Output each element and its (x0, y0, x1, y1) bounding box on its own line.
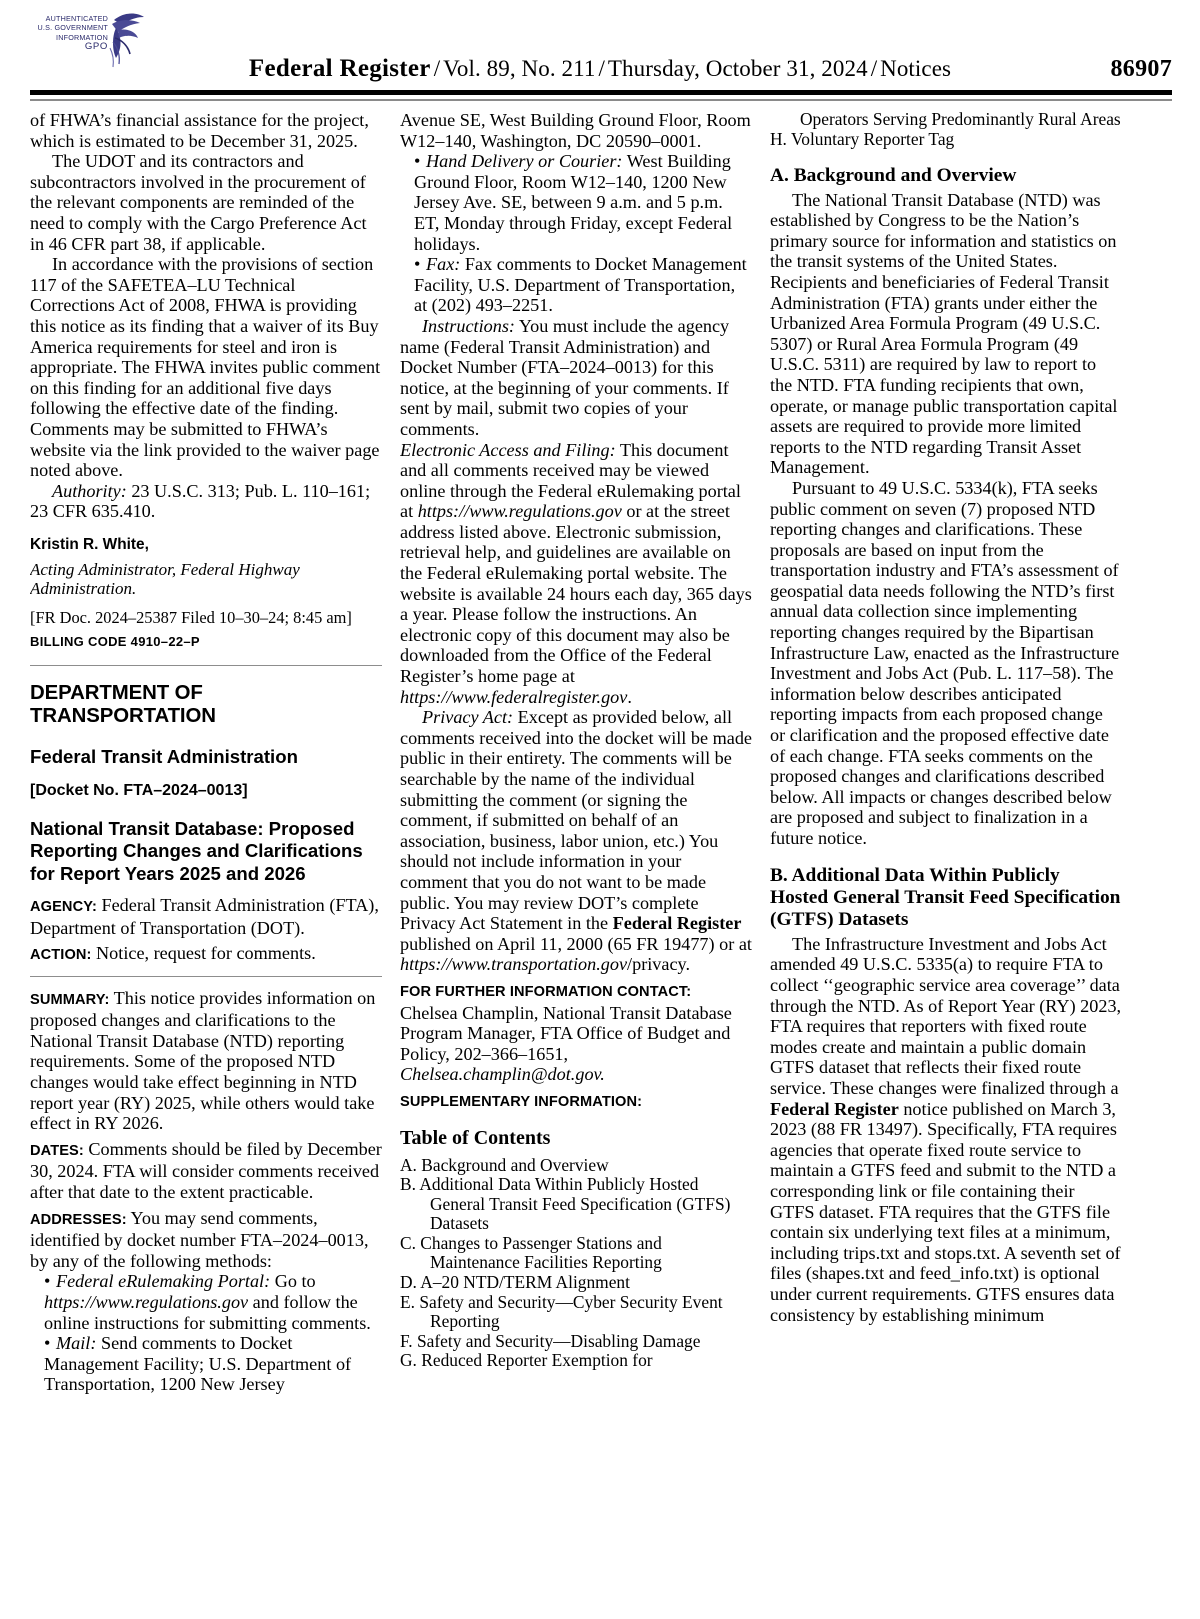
bullet-fax (400, 254, 752, 316)
masthead-rule-thin (30, 99, 1172, 101)
ffic-label: FOR FURTHER INFORMATION CONTACT: (400, 983, 692, 1000)
addresses-field-label: ADDRESSES: (30, 1211, 127, 1228)
table-of-contents-continued (770, 110, 1122, 149)
bullet-erulemaking-portal (30, 1271, 382, 1333)
bullet-fax-label: Fax: (426, 254, 461, 275)
gpo-seal-text (22, 14, 108, 52)
agency-field-label: AGENCY: (30, 898, 97, 915)
paragraph-gtfs-requirements (770, 934, 1122, 1325)
masthead-sep-2: / (598, 56, 605, 81)
toc-item[interactable]: B. Additional Data Within Publicly Hosted General Transit Feed Specification (GTFS) Datasets (400, 1174, 731, 1234)
section-heading-a: A. Background and Overview (770, 165, 1017, 187)
eaf-url[interactable]: https://www.regulations.gov (417, 501, 622, 522)
section-name: Notices (880, 56, 952, 81)
privacy-text-a: Except as provided below, all comments received into the docket will be made public in their entirety. The comments will be searchable by the name of the individual submitting the comment (or signing the comment, if submitted on behalf of an association, business, labor union, etc.) You should not include information in your comment that you do not want to be made public. You may review DOT’s complete Privacy Act Statement in the (400, 707, 753, 934)
agency-divider-rule (30, 665, 382, 666)
paragraph-udot-contractors: The UDOT and its contractors and subcontractors involved in the procurement of the relevant components are reminded of the need to comply with the Cargo Preference Act in 46 CFR part 38, if applicable. (30, 151, 367, 254)
signer-name: Kristin R. White, (30, 535, 149, 553)
bullet-portal-url[interactable]: https://www.regulations.gov (44, 1292, 249, 1312)
toc-item[interactable]: F. Safety and Security—Disabling Damage (400, 1330, 701, 1351)
summary-field (30, 988, 382, 1134)
eaf-text-b: or at the street address listed above. Electronic submission, retrieval help, and guidelines are available on the Federal eRulemaking portal website. The website is available 24 hours each day, 365 days a year. Please follow the instructions. An electronic copy of this document may also be downloaded from the Office of the Federal Register’s home page at (400, 501, 752, 687)
masthead-citation (0, 55, 1200, 89)
dates-field-text: Comments should be filed by December 30, 2024. FTA will consider comments received after that date to the extent practicable. (30, 1138, 382, 1203)
paragraph-privacy-act (400, 707, 752, 975)
supplementary-information-label (400, 1090, 752, 1113)
notice-title: National Transit Database: Proposed Reporting Changes and Clarifications for Report Years 2025 and 2026 (30, 817, 363, 884)
bullet-mail-label: Mail: (56, 1333, 97, 1354)
gpo-seal-line-2: U.S. GOVERNMENT (37, 23, 108, 33)
suppl-label: SUPPLEMENTARY INFORMATION: (400, 1093, 643, 1110)
bullet-fax-text: Fax comments to Docket Management Facility, U.S. Department of Transportation, at (202) 493–2251. (414, 254, 747, 316)
table-of-contents-heading: Table of Contents (400, 1126, 551, 1149)
three-column-body (0, 110, 1200, 1619)
paragraph-instructions (400, 316, 752, 440)
bullet-portal-label: Federal eRulemaking Portal: (56, 1271, 271, 1292)
billing-code: BILLING CODE 4910–22–P (30, 633, 200, 649)
gpo-seal-line-1: AUTHENTICATED (45, 14, 108, 23)
privacy-bold-fr: Federal Register (612, 913, 742, 934)
instructions-label: Instructions: (422, 315, 515, 336)
section-heading-b: B. Additional Data Within Publicly Hosted General Transit Feed Specification (GTFS) Datasets (770, 864, 1121, 931)
signer-title: Acting Administrator, Federal Highway Administration. (30, 559, 300, 599)
addresses-field (30, 1208, 382, 1272)
fr-doc-line: [FR Doc. 2024–25387 Filed 10–30–24; 8:45 am] (30, 607, 352, 627)
masthead-sep-3: / (870, 56, 878, 81)
authority-text: 23 U.S.C. 313; Pub. L. 110–161; 23 CFR 635.410. (30, 480, 371, 522)
toc-item[interactable]: E. Safety and Security—Cyber Security Event Reporting (400, 1291, 723, 1332)
eaf-label: Electronic Access and Filing: (400, 439, 616, 460)
further-info-contact-field (400, 980, 752, 1085)
action-field-label: ACTION: (30, 947, 92, 964)
bullet-marker: • (414, 254, 421, 275)
column-1 (30, 110, 396, 1619)
eaf-text-c: . (627, 686, 632, 707)
agency-field (30, 895, 382, 938)
spacer-after-title (30, 885, 382, 895)
authority-label: Authority: (52, 480, 127, 501)
action-field-text: Notice, request for comments. (91, 943, 316, 964)
masthead-rule-thick (30, 90, 1172, 95)
bullet-portal-text-b: and follow the online instructions for submitting comments. (44, 1292, 371, 1333)
toc-item[interactable]: G. Reduced Reporter Exemption for (400, 1350, 653, 1371)
column-3 (770, 110, 1136, 1619)
table-of-contents-list (400, 1156, 752, 1372)
bullet-hand-label: Hand Delivery or Courier: (426, 151, 623, 172)
toc-item[interactable]: A. Background and Overview (400, 1154, 609, 1175)
agency-heading: Federal Transit Administration (30, 745, 298, 767)
agency-field-text: Federal Transit Administration (FTA), Department of Transportation (DOT). (30, 894, 379, 938)
authority-paragraph (30, 481, 382, 522)
column-2 (400, 110, 766, 1619)
bullet-marker: • (414, 151, 421, 172)
bullet-mail (30, 1333, 382, 1395)
bullet-marker: • (44, 1333, 51, 1354)
action-summary-rule (30, 976, 382, 977)
page-number: 86907 (1110, 56, 1172, 82)
para-b1-text-b: notice published on March 3, 2023 (88 FR 13497). Specifically, FTA requires agencies that operate fixed route service to maintain a GTFS feed and submit to the NTD a corresponding link or file containing their GTFS dataset. FTA requires that the GTFS file contain six underlying text files at a minimum, including trips.txt and stops.txt. A seventh set of files (shapes.txt and feed_info.txt) is optional under current requirements. GTFS ensures data consistency by establishing minimum (770, 1098, 1121, 1325)
dates-field-label: DATES: (30, 1142, 84, 1159)
paragraph-electronic-access (400, 440, 752, 708)
gpo-seal-line-4: GPO (84, 41, 108, 53)
ffic-text: Chelsea Champlin, National Transit Database Program Manager, FTA Office of Budget and Policy, 202–366–1651, (400, 1002, 732, 1064)
paragraph-fhwa-assistance: of FHWA’s financial assistance for the project, which is estimated to be December 31, 2025. (30, 110, 369, 151)
bullet-portal-text-a: Go to (270, 1271, 316, 1292)
ffic-email[interactable]: Chelsea.champlin@dot.gov. (400, 1064, 605, 1085)
toc-item[interactable]: D. A–20 NTD/TERM Alignment (400, 1272, 630, 1293)
privacy-url[interactable]: https://www.transportation.gov (400, 954, 628, 975)
toc-item[interactable]: H. Voluntary Reporter Tag (770, 128, 955, 149)
paragraph-mail-continued: Avenue SE, West Building Ground Floor, Room W12–140, Washington, DC 20590–0001. (400, 110, 751, 151)
paragraph-safetea-lu: In accordance with the provisions of section 117 of the SAFETEA–LU Technical Corrections Act of 2008, FHWA is providing this notice as its finding that a waiver of its Buy America requirements for steel and iron is appropriate. The FHWA invites public comment on this finding for an additional five days following the effective date of the finding. Comments may be submitted to FHWA’s website via the link provided to the waiver page noted above. (30, 254, 381, 481)
gpo-seal-line-3: INFORMATION (56, 32, 108, 42)
bullet-marker: • (44, 1271, 51, 1292)
action-field (30, 943, 382, 966)
summary-field-text: This notice provides information on proposed changes and clarifications to the National Transit Database (NTD) reporting requirements. Some of the proposed NTD changes would take effect beginning in NTD report year (RY) 2025, while others would take effect in RY 2026. (30, 987, 376, 1134)
docket-number: [Docket No. FTA–2024–0013] (30, 781, 248, 799)
eaf-text-a: This document and all comments received may be viewed online through the Federal eRulemaking portal at (400, 439, 741, 522)
volume-issue: Vol. 89, No. 211 (443, 56, 596, 81)
privacy-text-b: published on April 11, 2000 (65 FR 19477) or at (400, 933, 752, 954)
department-heading: DEPARTMENT OF TRANSPORTATION (30, 681, 216, 727)
paragraph-ntd-background: The National Transit Database (NTD) was established by Congress to be the Nation’s primary source for information and statistics on the transit systems of the United States. Recipients and beneficiaries of Federal Transit Administration (FTA) grants under either the Urbanized Area Formula Program (49 U.S.C. 5307) or Rural Area Formula Program (49 U.S.C. 5311) are required by law to report to the NTD. FTA funding recipients that own, operate, or manage public transportation capital assets are required to provide more limited reports to the NTD regarding Transit Asset Management. (770, 189, 1118, 478)
privacy-text-c: /privacy. (627, 954, 691, 975)
para-b1-text-a: The Infrastructure Investment and Jobs Act amended 49 U.S.C. 5335(a) to require FTA to collect ‘‘geographic service area coverage’’ data through the NTD. As of Report Year (RY) 2023, FTA requires that reporters with fixed route modes create and maintain a public domain GTFS dataset that reflects their fixed route service. These changes were finalized through a (770, 933, 1122, 1098)
summary-field-label: SUMMARY: (30, 991, 110, 1008)
publication-title: Federal Register (248, 55, 431, 82)
bullet-mail-text: Send comments to Docket Management Facility; U.S. Department of Transportation, 1200 New Jersey (44, 1333, 352, 1395)
paragraph-public-comment: Pursuant to 49 U.S.C. 5334(k), FTA seeks public comment on seven (7) proposed NTD reporting changes and clarifications. These proposals are based on input from the transportation industry and FTA’s assessment of geospatial data needs following the NTD’s first annual data collection since implementing reporting changes required by the Bipartisan Infrastructure Law, enacted as the Infrastructure Investment and Jobs Act (Pub. L. 117–58). The information below describes anticipated reporting impacts from each proposed change or clarification and the proposed effective date of each change. FTA seeks comments on the proposed changes and clarifications described below. All impacts or changes described below are proposed and subject to finalization in a future notice. (770, 477, 1120, 848)
toc-item-continuation[interactable]: Operators Serving Predominantly Rural Areas (800, 110, 1121, 129)
para-b1-bold-fr: Federal Register (770, 1098, 899, 1119)
bullet-hand-text: West Building Ground Floor, Room W12–140, 1200 New Jersey Ave. SE, between 9 a.m. and 5 p.m. ET, Monday through Friday, except Federal holidays. (414, 151, 733, 254)
dates-field (30, 1139, 382, 1203)
page-masthead (0, 0, 1200, 92)
masthead-sep-1: / (433, 56, 441, 81)
addresses-field-text: You may send comments, identified by docket number FTA–2024–0013, by any of the following methods: (30, 1207, 369, 1271)
privacy-label: Privacy Act: (422, 707, 514, 728)
toc-item[interactable]: C. Changes to Passenger Stations and Maintenance Facilities Reporting (400, 1232, 662, 1273)
eaf-url-2[interactable]: https://www.federalregister.gov (400, 686, 628, 707)
publication-date: Thursday, October 31, 2024 (607, 56, 868, 81)
bullet-hand-delivery (400, 151, 752, 254)
instructions-text: You must include the agency name (Federal Transit Administration) and Docket Number (FTA–2024–0013) for this notice, at the beginning of your comments. If sent by mail, submit two copies of your comments. (400, 315, 730, 439)
